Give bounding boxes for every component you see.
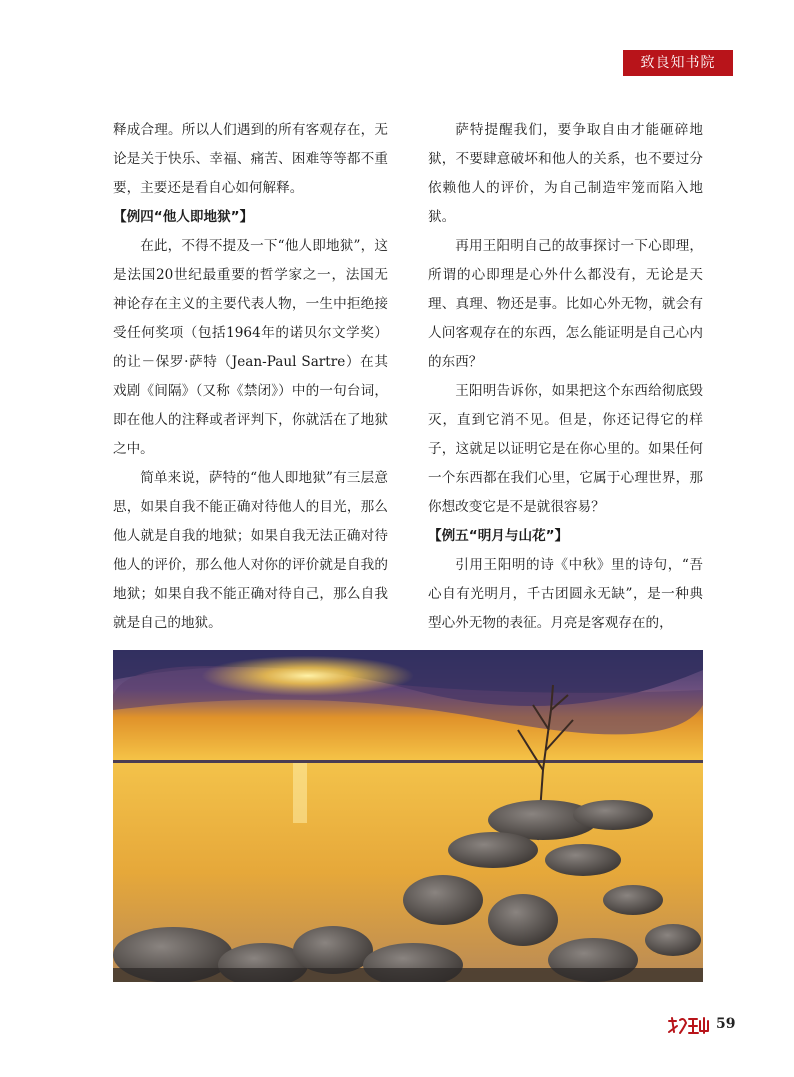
sunset-lake-photo (113, 650, 703, 982)
paragraph: 简单来说，萨特的“他人即地狱”有三层意思，如果自我不能正确对待他人的目光，那么他人就是自我的地狱；如果自我无法正确对待他人的评价，那么他人对你的评价就是自我的地狱；如果自我不能正确对待自己，那么自我就是自己的地狱。 (113, 470, 388, 631)
section-tag: 致良知书院 (623, 50, 733, 76)
magazine-logo-icon (666, 1015, 710, 1037)
example-heading: 【例四“他人即地狱”】 (113, 209, 254, 225)
paragraph: 再用王阳明自己的故事探讨一下心即理，所谓的心即理是心外什么都没有，无论是天理、真理、物还是事。比如心外无物，就会有人问客观存在的东西，怎么能证明是自己心内的东西？ (428, 238, 703, 370)
page-number: 59 (716, 1016, 736, 1032)
right-text-column (428, 116, 703, 638)
paragraph: 引用王阳明的诗《中秋》里的诗句，“吾心自有光明月，千古团圆永无缺”，是一种典型心外无物的表征。月亮是客观存在的， (428, 557, 703, 631)
left-text-column (113, 116, 388, 638)
paragraph: 王阳明告诉你，如果把这个东西给彻底毁灭，直到它消不见。但是，你还记得它的样子，这就足以证明它是在你心里的。如果任何一个东西都在我们心里，它属于心理世界，那你想改变它是不是就很容易？ (428, 383, 703, 515)
example-heading: 【例五“明月与山花”】 (428, 528, 569, 544)
paragraph: 在此，不得不提及一下“他人即地狱”，这是法国20世纪最重要的哲学家之一，法国无神论存在主义的主要代表人物，一生中拒绝接受任何奖项（包括1964年的诺贝尔文学奖）的让－保罗·萨特（Jean-Paul Sartre）在其戏剧《间隔》（又称《禁闭》）中的一句台词，即在他人的注释或者评判下，你就活在了地狱之中。 (113, 238, 388, 457)
paragraph: 萨特提醒我们，要争取自由才能砸碎地狱，不要肆意破坏和他人的关系，也不要过分依赖他人的评价，为自己制造牢笼而陷入地狱。 (428, 122, 703, 225)
paragraph: 释成合理。所以人们遇到的所有客观存在，无论是关于快乐、幸福、痛苦、困难等等都不重要，主要还是看自心如何解释。 (113, 122, 388, 196)
